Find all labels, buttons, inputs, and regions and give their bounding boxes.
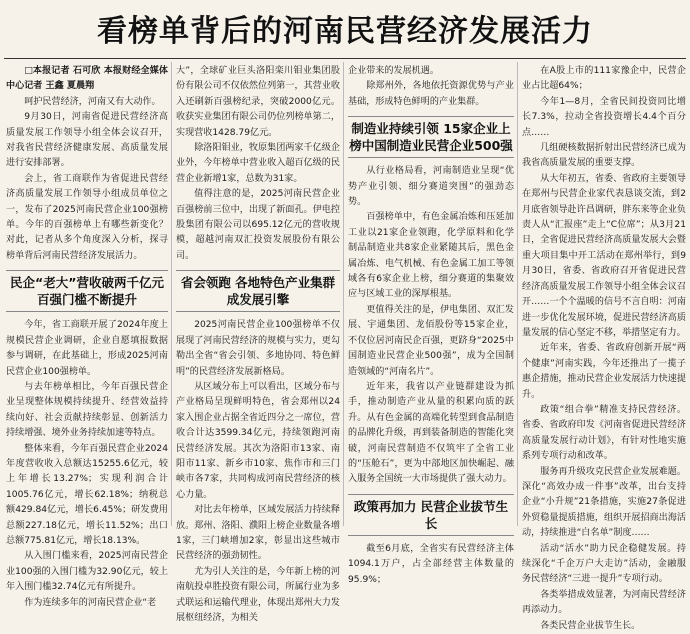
paragraph: 各类民营企业拔节生长。 [540, 620, 641, 631]
paragraph: 截至6月底，全省实有民营经济主体1094.1万户，占全部经营主体数量的95.9%； [348, 543, 514, 585]
paragraph: 9月30日，河南省促进民营经济高质量发展工作领导小组全体会议召开，对我省民营经济健康发展、高质量发展进行安排部署。 [6, 112, 168, 169]
paragraph: 对比去年榜单，区域发展活力持续释放。郑州、洛阳、濮阳上榜企业数量各增1家，三门峡增加2家，彰显出这些城市民营经济的强劲韧性。 [176, 505, 340, 562]
paragraph: 2025河南民营企业100强榜单不仅展现了河南民营经济的规模与实力，更勾勒出全省“省会引领、多地协同、特色鲜明”的民营经济发展新格局。 [176, 320, 340, 377]
article-column-1 [6, 64, 168, 608]
paragraph: 在A股上市的111家豫企中，民营企业占比超64%； [522, 66, 686, 92]
subheading: 政策再加力 民营企业拔节生长 [348, 494, 514, 536]
subheading: 民企“老大”营收破两千亿元 百强门槛不断提升 [6, 270, 168, 312]
paragraph: 与去年榜单相比，今年百强民营企业呈现整体规模持续提升、经营效益持续向好、社会贡献持续彰显、创新活力持续增强、境外业务持续加速等特点。 [6, 381, 168, 439]
paragraph: 值得注意的是，2025河南民营企业百强榜前三位中，出现了新面孔。伊电控股集团有限公司以695.12亿元的营收规模，超越河南双汇投资发展股份有限公司。 [176, 189, 340, 261]
headline: 看榜单背后的河南民营经济发展活力 [97, 14, 593, 49]
article-column-4 [522, 64, 686, 631]
paragraph: 从行业格局看，河南制造业呈现“优势产业引领、细分赛道突围”的强劲态势。 [348, 166, 514, 208]
subheading: 省会领跑 各地特色产业集群成发展引擎 [176, 270, 340, 312]
paragraph: 政策“组合拳”精准支持民营经济。省委、省政府印发《河南省促进民营经济高质量发展行动计划》，有针对性地实施系列专项行动和改革。 [522, 404, 686, 462]
paragraph: 整体来看，今年百强民营企业2024年度营收收入总额达15255.6亿元，较上年增长13.27%；实现利润合计1005.76亿元，增长62.18%；纳税总额429.84亿元，增长6.45%；研发费用总额227.18亿元，增长11.52%；出口总额775.81亿元，增长18.13%。 [6, 443, 168, 546]
paragraph: 作为连续多年的河南民营企业“老 [24, 597, 157, 608]
paragraph: 除郑州外，各地依托资源优势与产业基础，形成特色鲜明的产业集群。 [348, 81, 514, 107]
paragraph: 近年来，我省以产业链群建设为抓手，推动制造产业从量的积累向质的跃升。从有色金属的高端化转型到食品制造的品牌化升级，再到装备制造的智能化突破，河南民营制造不仅筑牢了全省工业的“压舱石”，更为中部地区加快崛起、融入服务全国统一大市场提供了强大动力。 [348, 381, 514, 485]
paragraph: 百强榜单中，有色金属冶炼和压延加工业以21家企业领跑，化学原料和化学制品制造业共8家企业紧随其后，黑色金属冶炼、电气机械、有色金属工加工等领域各有6家企业上榜，细分赛道的集聚效应与区域工业的深厚根基。 [348, 212, 514, 300]
paragraph: 服务再升级攻克民营企业发展难题。深化“高效办成一件事”改革，出台支持企业“小升规”21条措施，实施27条促进外贸稳量提质措施，组织开展招商出海活动，持续推进“白名单”制度…… [522, 466, 686, 539]
article-column-2 [176, 64, 340, 623]
column-divider [517, 62, 518, 526]
paragraph: 企业带来的发展机遇。 [348, 66, 439, 76]
column-divider [171, 62, 172, 526]
paragraph: 从大年初五，省委、省政府主要领导在郑州与民营企业家代表恳谈交流，到2月底省领导赴许昌调研，胖东来等企业负责人从“汇报座”走上“C位席”；从3月21日，全省促进民营经济高质量发展大会暨重大项目集中开工活动在郑州举行，到9月30日，省委、省政府召开省促进民营经济高质量发展工作领导小组全体会议召开……一个个温暖的信号不言自明：河南进一步优化发展环境，促进民营经济高质量发展的信心坚定不移，举措坚定有力。 [522, 173, 686, 338]
article-column-3 [348, 64, 514, 585]
paragraph: 从区域分布上可以看出，区域分布与产业格局呈现鲜明特色，省会郑州以24家入围企业占据全省近四分之一席位，营收合计达3599.34亿元，持续领跑河南民营经济发展。其次为洛阳市13家、南阳市11家、新乡市10家、焦作市和三门峡市各7家，共同构成河南民营经济的核心力量。 [176, 381, 340, 500]
column-divider [343, 62, 344, 526]
paragraph: 各类举措成效显著，为河南民营经济再添动力。 [522, 589, 686, 616]
subheading: 制造业持续引领 15家企业上榜中国制造业民营企业500强 [348, 116, 514, 158]
paragraph: 会上，省工商联作为省促进民营经济高质量发展工作领导小组成员单位之一，发布了2025河南民营企业100强榜单。今年的百强榜单上有哪些新变化？对此，记者从多个角度深入分析，探寻榜单背后河南民营经济发展活力。 [6, 173, 168, 261]
headline-rule [4, 58, 686, 59]
paragraph: 更值得关注的是，伊电集团、双汇发展、宇通集团、龙佰股份等15家企业，不仅位居河南民企百强，更跻身“2025中国制造业民营企业500强”，成为全国制造领域的“河南名片”。 [348, 304, 514, 377]
paragraph: 大”，全球矿业巨头洛阳栾川钼业集团股份有限公司不仅依然位列第一，其营业收入还刷新百强榜纪录，突破2000亿元。收获实业集团有限公司仍位列榜单第二，实现营收1428.79亿元。 [176, 66, 340, 138]
paragraph: 除洛阳钼业，牧原集团两家千亿级企业外，今年榜单中营业收入超百亿级的民营企业新增1家，总数为31家。 [176, 143, 340, 184]
paragraph: 今年，省工商联开展了2024年度上规模民营企业调研，企业自愿填报数据参与调研，在此基础上，形成2025河南民营企业100强榜单。 [6, 320, 168, 377]
paragraph: 今年1—8月，全省民间投资同比增长7.3%，拉动全省投资增长4.4个百分点…… [522, 96, 686, 138]
paragraph: 尤为引人关注的是，今年新上榜的河南航投卓胜投资有限公司，所属行业为多式联运和运输代理业，体现出郑州大力发展枢纽经济，为相关 [176, 566, 340, 623]
paragraph: 近年来，省委、省政府创新开展“两个健康”河南实践，今年还推出了一揽子惠企措施，推动民营企业发展活力快速提升。 [522, 343, 686, 400]
paragraph: 几组硬核数据折射出民营经济已成为我省高质量发展的重要支撑。 [522, 143, 686, 169]
paragraph: 从入围门槛来看，2025河南民营企业100强的入围门槛为32.90亿元，较上年入围门槛32.74亿元有所提升。 [6, 551, 168, 593]
paragraph: 呵护民营经济，河南又有大动作。 [24, 96, 161, 107]
byline: □本报记者 石可欣 本报财经全媒体中心记者 王鑫 夏晨翔 [6, 66, 168, 92]
paragraph: 活动“活水”助力民企稳健发展。持续深化“千企万户大走访”活动，金融服务民营经济“三进一提升”专项行动。 [522, 543, 686, 585]
